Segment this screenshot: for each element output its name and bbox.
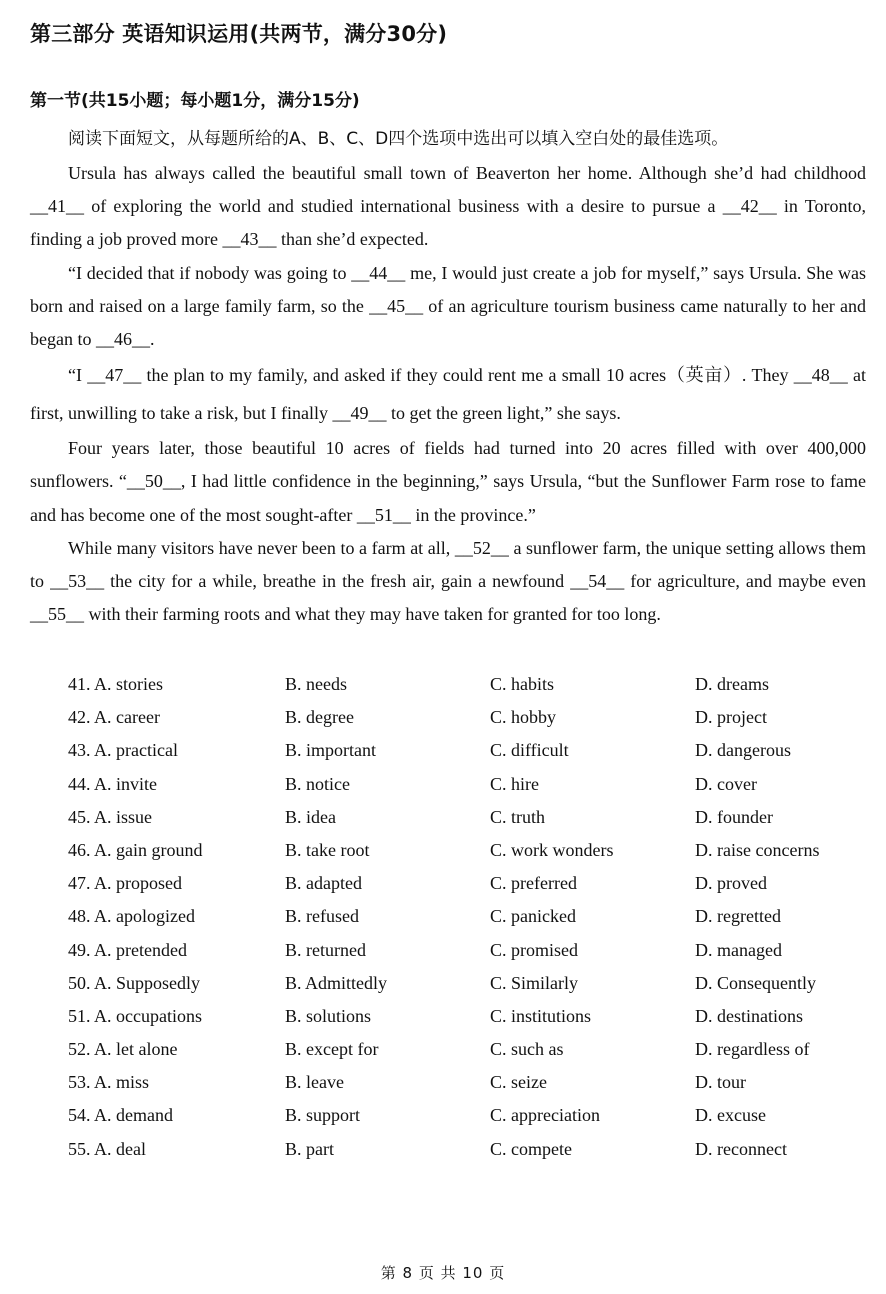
option-d: D. dreams (695, 674, 769, 694)
option-b: B. important (285, 740, 376, 761)
option-c: C. hire (490, 773, 539, 794)
option-c: C. Similarly (490, 972, 579, 993)
option-a: 46. A. gain ground (68, 839, 203, 860)
question-options-row (68, 1000, 868, 1033)
option-c: C. such as (490, 1039, 564, 1060)
option-d: D. project (695, 707, 767, 728)
question-options-row (68, 801, 868, 834)
option-c: C. difficult (490, 740, 569, 761)
question-options-row (68, 668, 868, 701)
option-d: D. managed (695, 939, 782, 960)
option-b: B. needs (285, 674, 347, 694)
option-a: 52. A. let alone (68, 1039, 178, 1060)
option-b: B. notice (285, 773, 350, 794)
option-a: 42. A. career (68, 707, 160, 728)
option-a: 50. A. Supposedly (68, 972, 201, 993)
option-a: 45. A. issue (68, 806, 153, 827)
passage-paragraph: “I __47__ the plan to my family, and asked if they could rent me a small 10 acres（英亩）. They __48__ at first, unwilling to take a risk, but I finally __49__ to get the green light,” she says. (30, 365, 866, 424)
option-c: C. work wonders (490, 839, 614, 860)
option-c: C. truth (490, 806, 546, 827)
option-d: D. tour (695, 1072, 746, 1093)
option-d: D. destinations (695, 1005, 803, 1026)
answer-options (68, 668, 868, 1166)
option-d: D. raise concerns (695, 839, 820, 860)
option-d: D. founder (695, 806, 773, 827)
passage-paragraph: “I decided that if nobody was going to __44__ me, I would just create a job for myself,” says Ursula. She was born and raised on a large family farm, so the __45__ of an agriculture tourism business came naturally to her and began to __46__. (30, 262, 866, 350)
option-a: 55. A. deal (68, 1138, 146, 1159)
option-b: B. take root (285, 839, 370, 860)
option-a: 44. A. invite (68, 773, 157, 794)
option-d: D. excuse (695, 1105, 766, 1126)
question-options-row (68, 701, 868, 734)
question-options-row (68, 1133, 868, 1166)
option-d: D. Consequently (695, 972, 816, 993)
option-b: B. idea (285, 806, 336, 827)
option-c: C. preferred (490, 873, 577, 894)
question-options-row (68, 867, 868, 900)
option-c: C. institutions (490, 1005, 592, 1026)
option-c: C. seize (490, 1072, 547, 1093)
option-a: 53. A. miss (68, 1072, 150, 1093)
option-b: B. refused (285, 906, 359, 927)
option-b: B. adapted (285, 873, 362, 894)
passage-paragraph: While many visitors have never been to a farm at all, __52__ a sunflower farm, the unique setting allows them to __53__ the city for a while, breathe in the fresh air, gain a newfound __54__ for agriculture, and maybe even __55__ with their farming roots and what they may have taken for granted for too long. (30, 537, 866, 625)
option-d: D. regretted (695, 906, 781, 927)
option-d: D. cover (695, 773, 757, 794)
option-b: B. part (285, 1138, 334, 1159)
option-d: D. reconnect (695, 1138, 787, 1159)
passage-paragraph: Ursula has always called the beautiful small town of Beaverton her home. Although she’d had childhood __41__ of exploring the world and studied international business with a desire to pursue a __42__ in Toronto, finding a job proved more __43__ than she’d expected. (30, 163, 866, 250)
page-number-footer: 第 8 页 共 10 页 (380, 1264, 506, 1282)
option-d: D. dangerous (695, 740, 791, 761)
option-c: C. compete (490, 1138, 572, 1159)
option-a: 54. A. demand (68, 1105, 173, 1126)
question-options-row (68, 768, 868, 801)
option-a: 43. A. practical (68, 740, 178, 761)
option-d: D. proved (695, 873, 767, 894)
option-b: B. degree (285, 707, 354, 728)
question-options-row (68, 967, 868, 1000)
option-c: C. appreciation (490, 1105, 600, 1126)
option-b: B. leave (285, 1072, 344, 1093)
option-a: 51. A. occupations (68, 1005, 202, 1026)
option-d: D. regardless of (695, 1039, 810, 1060)
question-options-row (68, 934, 868, 967)
option-a: 41. A. stories (68, 674, 164, 694)
question-options-row (68, 734, 868, 767)
option-c: C. promised (490, 939, 578, 960)
option-b: B. support (285, 1105, 361, 1126)
instruction-text: 阅读下面短文，从每题所给的A、B、C、D四个选项中选出可以填入空白处的最佳选项。 (68, 129, 729, 149)
option-a: 49. A. pretended (68, 939, 187, 960)
question-options-row (68, 900, 868, 933)
option-c: C. panicked (490, 906, 576, 927)
option-b: B. returned (285, 939, 366, 960)
question-options-row (68, 834, 868, 867)
option-c: C. hobby (490, 707, 557, 728)
passage-paragraph: Four years later, those beautiful 10 acres of fields had turned into 20 acres filled with over 400,000 sunflowers. “__50__, I had little confidence in the beginning,” says Ursula, “but the Sunflower Farm rose to fame and has become one of the most sought-after __51__ in the province.” (30, 438, 866, 525)
option-b: B. Admittedly (285, 972, 388, 993)
question-options-row (68, 1033, 868, 1066)
section-title: 第一节(共15小题；每小题1分，满分15分) (30, 91, 360, 111)
part-title: 第三部分 英语知识运用(共两节，满分30分) (30, 22, 448, 46)
option-b: B. except for (285, 1039, 379, 1060)
option-a: 47. A. proposed (68, 873, 182, 894)
option-a: 48. A. apologized (68, 906, 195, 927)
cloze-passage (30, 157, 866, 631)
question-options-row (68, 1066, 868, 1099)
option-b: B. solutions (285, 1005, 372, 1026)
option-c: C. habits (490, 674, 555, 694)
question-options-row (68, 1099, 868, 1132)
